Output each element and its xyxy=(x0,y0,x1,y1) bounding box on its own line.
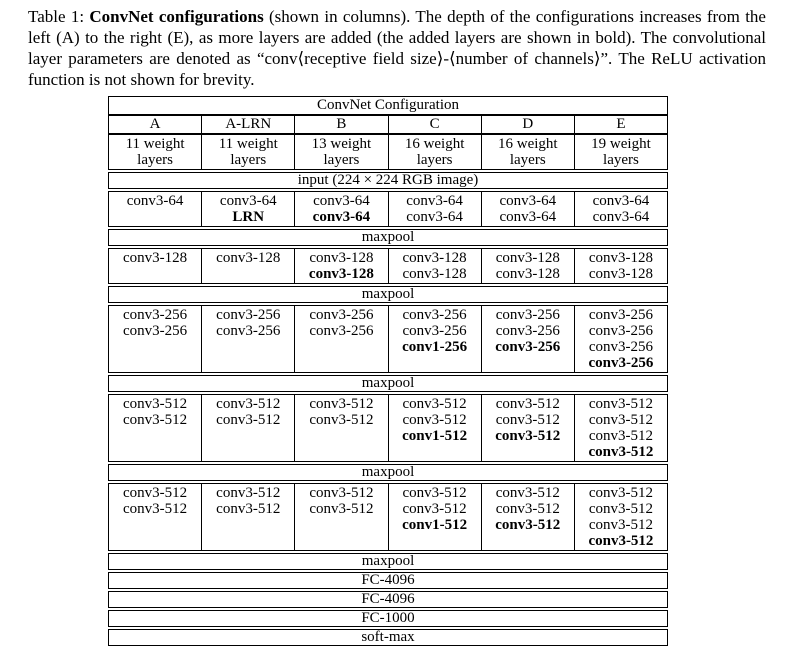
layer-label: conv3-128 xyxy=(588,250,654,266)
conv-block-2-col-C xyxy=(389,249,482,283)
layer-label: conv3-512 xyxy=(309,396,374,412)
conv-block-1-col-C xyxy=(389,192,482,226)
layer-label: conv3-512 xyxy=(588,533,654,549)
layer-label: conv3-512 xyxy=(588,485,654,501)
layer-label: conv3-512 xyxy=(588,412,654,428)
conv-block-1-col-D xyxy=(482,192,575,226)
conv-block-2-grid xyxy=(109,249,667,283)
conv-block-5-col-A xyxy=(109,484,202,550)
column-header-D: D xyxy=(482,116,575,133)
conv-block-2-col-B xyxy=(295,249,388,283)
conv-block-2-col-D xyxy=(482,249,575,283)
conv-block-5-grid xyxy=(109,484,667,550)
layer-label: conv3-128 xyxy=(402,266,467,282)
layer-label: conv3-512 xyxy=(216,396,281,412)
conv-block-1-col-A xyxy=(109,192,202,226)
layer-label: conv3-256 xyxy=(588,339,654,355)
layer-label: conv3-128 xyxy=(402,250,467,266)
input-row-label: input (224 × 224 RGB image) xyxy=(297,172,479,188)
fc-4096-row-2-label: FC-4096 xyxy=(361,591,415,607)
conv-block-2-col-A xyxy=(109,249,202,283)
conv-block-1-col-A-LRN xyxy=(202,192,295,226)
layer-label: conv3-256 xyxy=(588,355,654,371)
conv-block-3-grid xyxy=(109,306,667,372)
layer-label: conv3-64 xyxy=(313,193,370,209)
layer-label: conv3-256 xyxy=(495,323,560,339)
layer-label: conv3-512 xyxy=(123,501,188,517)
conv-block-4-col-C xyxy=(389,395,482,461)
column-header-B: B xyxy=(295,116,388,133)
conv-block-3-col-E xyxy=(575,306,667,372)
column-header-C: C xyxy=(389,116,482,133)
table-title: ConvNet Configuration xyxy=(109,97,667,116)
conv-block-5 xyxy=(108,483,668,551)
softmax-row xyxy=(108,629,668,646)
conv-block-3-col-C xyxy=(389,306,482,372)
layer-label: conv3-64 xyxy=(406,209,463,225)
conv-block-5-col-E xyxy=(575,484,667,550)
conv-block-3-col-A xyxy=(109,306,202,372)
conv-block-4-grid xyxy=(109,395,667,461)
input-row xyxy=(108,172,668,189)
layer-label: conv3-512 xyxy=(495,501,560,517)
conv-block-4-col-D xyxy=(482,395,575,461)
layer-label: conv3-512 xyxy=(588,517,654,533)
layer-label: conv3-64 xyxy=(592,193,650,209)
layer-label: conv3-64 xyxy=(126,193,184,209)
layer-label: conv3-512 xyxy=(588,428,654,444)
layer-label: conv3-256 xyxy=(495,339,561,355)
maxpool-row-2-label: maxpool xyxy=(361,286,415,302)
layer-label: conv3-512 xyxy=(495,517,561,533)
layer-label: conv3-64 xyxy=(219,193,277,209)
layer-label: conv3-128 xyxy=(216,250,281,266)
layer-label: conv3-64 xyxy=(499,193,557,209)
layer-label: conv3-64 xyxy=(499,209,557,225)
layer-label: conv3-512 xyxy=(216,501,281,517)
column-depth-A-LRN: 11 weight layers xyxy=(202,135,295,169)
layer-label: conv3-512 xyxy=(588,396,654,412)
conv-block-5-col-D xyxy=(482,484,575,550)
layer-label: conv3-256 xyxy=(402,307,467,323)
layer-label: conv3-512 xyxy=(309,412,374,428)
conv-block-5-col-C xyxy=(389,484,482,550)
layer-label: conv3-256 xyxy=(123,323,188,339)
column-depth-A: 11 weight layers xyxy=(109,135,202,169)
layer-label: conv3-256 xyxy=(216,323,281,339)
softmax-row-label: soft-max xyxy=(361,629,415,645)
layer-label: conv3-256 xyxy=(495,307,560,323)
table-header-box xyxy=(108,96,668,170)
conv-block-2-col-E xyxy=(575,249,667,283)
convnet-configuration-table xyxy=(108,96,668,648)
maxpool-row-1-label: maxpool xyxy=(361,229,415,245)
conv-block-2-col-A-LRN xyxy=(202,249,295,283)
layer-label: conv3-64 xyxy=(406,193,463,209)
layer-label: conv3-512 xyxy=(495,396,560,412)
conv-block-4-col-A-LRN xyxy=(202,395,295,461)
layer-label: conv3-256 xyxy=(123,307,188,323)
conv-block-4-col-B xyxy=(295,395,388,461)
conv-block-3 xyxy=(108,305,668,373)
column-depth-B: 13 weight layers xyxy=(295,135,388,169)
layer-label: conv3-128 xyxy=(123,250,188,266)
conv-block-1-col-B xyxy=(295,192,388,226)
layer-label: conv3-512 xyxy=(495,428,561,444)
conv-block-2 xyxy=(108,248,668,284)
layer-label: conv3-128 xyxy=(495,266,560,282)
maxpool-row-5-label: maxpool xyxy=(361,553,415,569)
maxpool-row-3 xyxy=(108,375,668,392)
layer-label: conv3-512 xyxy=(309,501,374,517)
conv-block-1-col-E xyxy=(575,192,667,226)
caption-body: (shown in columns). The depth of the configurations increases from the left (A) to the right (E), as more layers are added (the added layers are shown in bold). The convolutional layer parameters are denoted as “conv⟨receptive field size⟩-⟨number of channels⟩”. The ReLU activation function is not shown for brevity. xyxy=(28,7,766,89)
column-header-A-LRN: A-LRN xyxy=(202,116,295,133)
conv-block-5-col-B xyxy=(295,484,388,550)
layer-label: conv3-512 xyxy=(588,444,654,460)
layer-label: conv3-128 xyxy=(495,250,560,266)
column-depth-E: 19 weight layers xyxy=(591,136,651,168)
maxpool-row-2 xyxy=(108,286,668,303)
layer-label: conv3-512 xyxy=(588,501,654,517)
conv-block-1 xyxy=(108,191,668,227)
layer-label: conv1-256 xyxy=(402,339,468,355)
layer-label: LRN xyxy=(232,209,265,225)
layer-label: conv3-512 xyxy=(309,485,374,501)
fc-1000-row xyxy=(108,610,668,627)
layer-label: conv3-128 xyxy=(309,250,374,266)
layer-label: conv3-256 xyxy=(402,323,467,339)
caption-bold-title: ConvNet configurations xyxy=(89,7,264,26)
layer-label: conv3-256 xyxy=(588,323,654,339)
caption-prefix: Table 1: xyxy=(28,7,90,26)
layer-label: conv3-512 xyxy=(402,485,467,501)
layer-label: conv3-256 xyxy=(309,323,374,339)
layer-label: conv3-512 xyxy=(402,396,467,412)
conv-block-3-col-B xyxy=(295,306,388,372)
layer-label: conv3-512 xyxy=(216,412,281,428)
maxpool-row-4 xyxy=(108,464,668,481)
layer-label: conv3-256 xyxy=(216,307,281,323)
layer-label: conv3-512 xyxy=(495,412,560,428)
maxpool-row-4-label: maxpool xyxy=(361,464,415,480)
column-header-E: E xyxy=(616,116,626,132)
column-depth-D: 16 weight layers xyxy=(482,135,575,169)
layer-label: conv3-128 xyxy=(588,266,654,282)
maxpool-row-1 xyxy=(108,229,668,246)
conv-block-4-col-E xyxy=(575,395,667,461)
layer-label: conv3-512 xyxy=(495,485,560,501)
layer-label: conv3-512 xyxy=(123,412,188,428)
conv-block-5-col-A-LRN xyxy=(202,484,295,550)
maxpool-row-5 xyxy=(108,553,668,570)
column-header-A: A xyxy=(109,116,202,133)
table-caption xyxy=(28,6,766,90)
conv-block-3-col-D xyxy=(482,306,575,372)
layer-label: conv3-64 xyxy=(592,209,650,225)
layer-label: conv3-512 xyxy=(402,501,467,517)
layer-label: conv3-512 xyxy=(123,396,188,412)
fc-1000-row-label: FC-1000 xyxy=(361,610,415,626)
layer-label: conv3-128 xyxy=(308,266,374,282)
fc-4096-row-1-label: FC-4096 xyxy=(361,572,415,588)
fc-4096-row-2 xyxy=(108,591,668,608)
column-names-row xyxy=(109,116,667,135)
layer-label: conv3-256 xyxy=(588,307,654,323)
conv-block-1-grid xyxy=(109,192,667,226)
column-depths-row xyxy=(109,135,667,169)
layer-label: conv1-512 xyxy=(402,517,468,533)
layer-label: conv3-512 xyxy=(123,485,188,501)
conv-block-3-col-A-LRN xyxy=(202,306,295,372)
layer-label: conv1-512 xyxy=(402,428,468,444)
layer-label: conv3-512 xyxy=(402,412,467,428)
layer-label: conv3-64 xyxy=(312,209,371,225)
fc-4096-row-1 xyxy=(108,572,668,589)
conv-block-4-col-A xyxy=(109,395,202,461)
layer-label: conv3-512 xyxy=(216,485,281,501)
column-depth-C: 16 weight layers xyxy=(389,135,482,169)
maxpool-row-3-label: maxpool xyxy=(361,375,415,391)
conv-block-4 xyxy=(108,394,668,462)
layer-label: conv3-256 xyxy=(309,307,374,323)
